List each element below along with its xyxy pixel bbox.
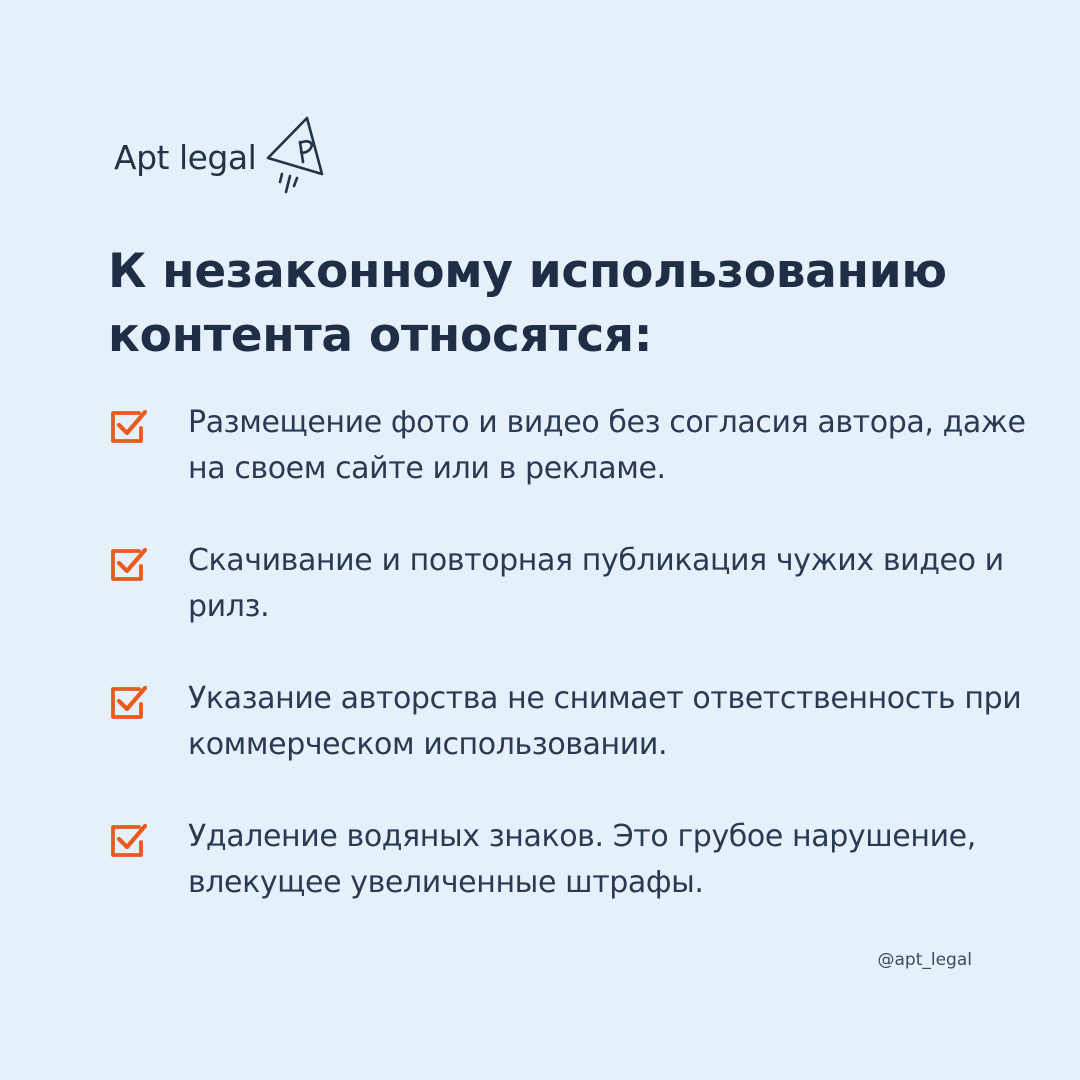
checklist xyxy=(108,400,1048,952)
list-item xyxy=(108,814,1048,952)
list-item xyxy=(108,400,1048,538)
list-item-text: Скачивание и повторная публикация чужих видео и рилз. xyxy=(188,543,1004,624)
checkbox-checked-icon xyxy=(108,544,148,584)
list-item-text: Удаление водяных знаков. Это грубое нарушение, влекущее увеличенные штрафы. xyxy=(188,819,976,900)
list-item-text: Размещение фото и видео без согласия автора, даже на своем сайте или в рекламе. xyxy=(188,405,1026,486)
brand-name: Apt legal xyxy=(114,137,257,177)
checkbox-checked-icon xyxy=(108,406,148,446)
social-handle[interactable]: @apt_legal xyxy=(877,950,972,970)
triangle-p-icon xyxy=(260,112,332,194)
list-item-text: Указание авторства не снимает ответственность при коммерческом использовании. xyxy=(188,681,1022,762)
checkbox-checked-icon xyxy=(108,820,148,860)
checkbox-checked-icon xyxy=(108,682,148,722)
list-item xyxy=(108,538,1048,676)
page-title: К незаконному использованию контента относятся: xyxy=(108,244,947,363)
list-item xyxy=(108,676,1048,814)
brand-logo xyxy=(114,112,332,194)
